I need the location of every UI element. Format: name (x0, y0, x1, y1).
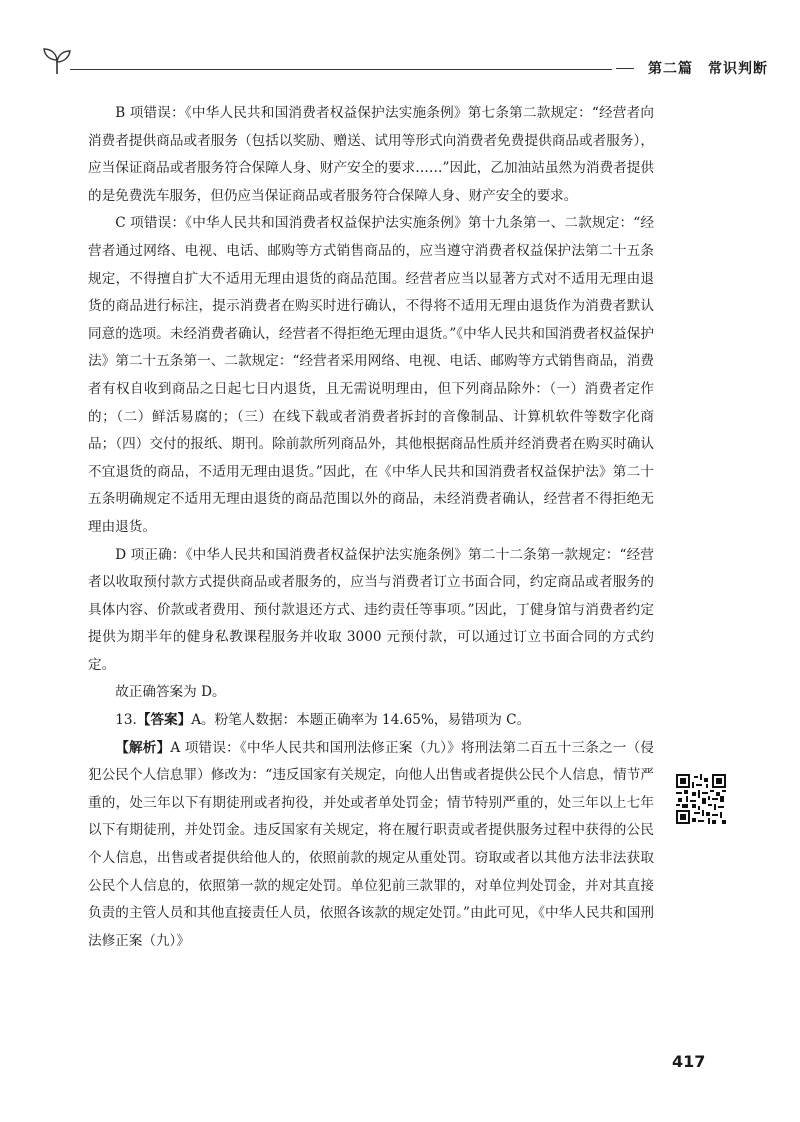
sprout-icon (40, 44, 74, 78)
paragraph-c: C 项错误：《中华人民共和国消费者权益保护法实施条例》第十九条第一、二款规定：“经营者通过网络、电视、电话、邮购等方式销售商品的，应当遵守消费者权益保护法第二十五条规定，不得擅自扩大不适用无理由退货的商品范围。经营者应当以显著方式对不适用无理由退货的商品进行标注，提示消费者在购买时进行确认，不得将不适用无理由退货作为消费者默认同意的选项。未经消费者确认，经营者不得拒绝无理由退货。”《中华人民共和国消费者权益保护法》第二十五条第一、二款规定：“经营者采用网络、电视、电话、邮购等方式销售商品，消费者有权自收到商品之日起七日内退货，且无需说明理由，但下列商品除外：（一）消费者定作的；（二）鲜活易腐的；（三）在线下载或者消费者拆封的音像制品、计算机软件等数字化商品；（四）交付的报纸、期刊。除前款所列商品外，其他根据商品性质并经消费者在购买时确认不宜退货的商品，不适用无理由退货。”因此，在《中华人民共和国消费者权益保护法》第二十五条明确规定不适用无理由退货的商品范围以外的商品，未经消费者确认，经营者不得拒绝无理由退货。 (88, 215, 654, 535)
section-title: 第二篇 常识判断 (648, 61, 768, 77)
header-rule-dash (616, 68, 634, 69)
answer-text: A。粉笔人数据：本题正确率为 14.65%，易错项为 C。 (191, 712, 531, 729)
page-header (40, 40, 768, 80)
question-number: 13. (115, 712, 137, 729)
paragraph-b: B 项错误：《中华人民共和国消费者权益保护法实施条例》第七条第二款规定：“经营者向消费者提供商品或者服务（包括以奖励、赠送、试用等形式向消费者免费提供商品或者服务），应当保证商品或者服务符合保障人身、财产安全的要求……”因此，乙加油站虽然为消费者提供的是免费洗车服务，但仍应当保证商品或者服务符合保障人身、财产安全的要求。 (88, 105, 654, 204)
answer-conclusion: 故正确答案为 D。 (115, 684, 226, 701)
question-13-analysis (88, 735, 654, 956)
body-text (88, 100, 654, 955)
analysis-label: 【解析】 (115, 739, 171, 756)
header-rule (70, 69, 612, 70)
qr-code[interactable] (676, 774, 726, 824)
page-number: 417 (672, 1052, 706, 1071)
analysis-text: A 项错误：《中华人民共和国刑法修正案（九）》将刑法第二百五十三条之一（侵犯公民个人信息罪）修改为：“违反国家有关规定，向他人出售或者提供公民个人信息，情节严重的，处三年以下有期徒刑或者拘役，并处或者单处罚金；情节特别严重的，处三年以上七年以下有期徒刑，并处罚金。违反国家有关规定，将在履行职责或者提供服务过程中获得的公民个人信息，出售或者提供给他人的，依照前款的规定从重处罚。窃取或者以其他方法非法获取公民个人信息的，依照第一款的规定处罚。单位犯前三款罪的，对单位判处罚金，并对其直接负责的主管人员和其他直接责任人员，依照各该款的规定处罚。”由此可见，《中华人民共和国刑法修正案（九）》 (88, 739, 655, 949)
question-13-answer (88, 707, 654, 735)
paragraph-d: D 项正确：《中华人民共和国消费者权益保护法实施条例》第二十二条第一款规定：“经营者以收取预付款方式提供商品或者服务的，应当与消费者订立书面合同，约定商品或者服务的具体内容、价款或者费用、预付款退还方式、违约责任等事项。”因此，丁健身馆与消费者约定提供为期半年的健身私教课程服务并收取 3000 元预付款，可以通过订立书面合同的方式约定。 (88, 546, 654, 673)
answer-label: 【答案】 (136, 712, 192, 729)
